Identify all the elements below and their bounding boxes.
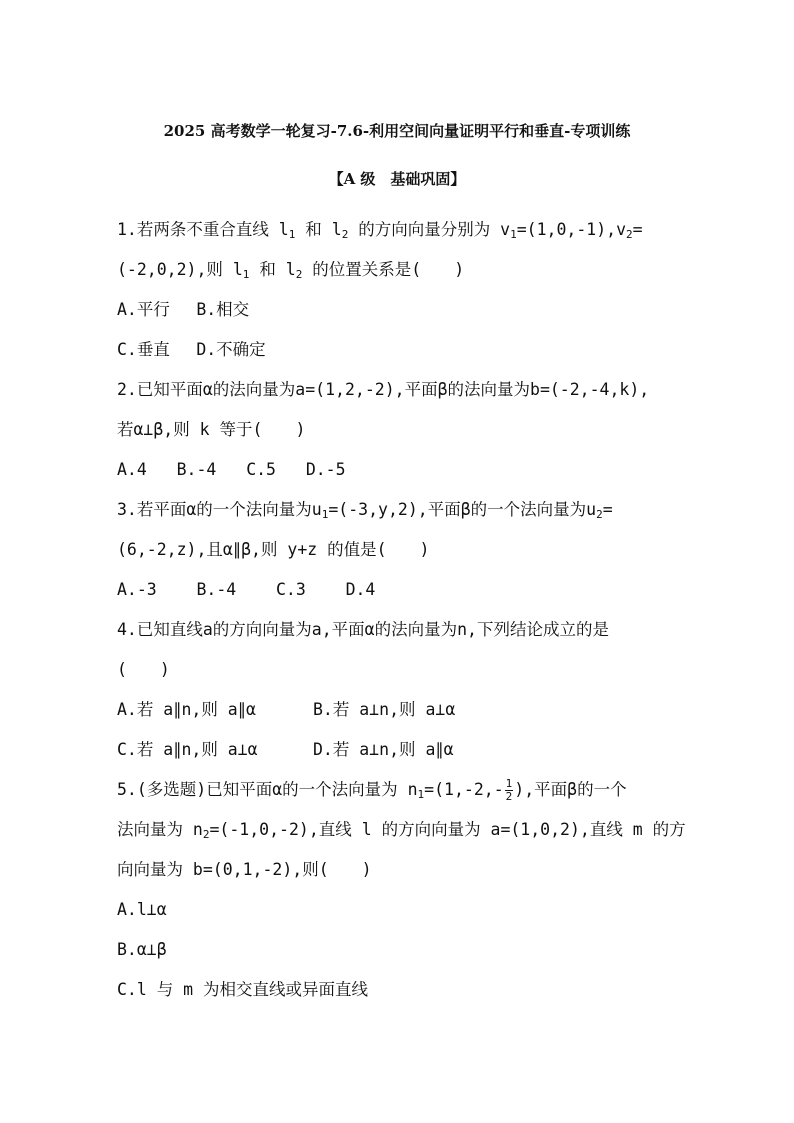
q2-option-d: D.-5	[305, 460, 346, 479]
q1-option-d: D.不确定	[196, 340, 266, 359]
q4-line1: 4.已知直线a的方向向量为a,平面α的法向量为n,下列结论成立的是	[117, 620, 609, 639]
q2-option-c: C.5	[246, 460, 276, 479]
q1-option-a: A.平行	[117, 300, 170, 319]
q3-option-a: A.-3	[117, 580, 157, 599]
q3-options	[117, 570, 682, 610]
fraction-one-half: $\frac{1}{2}$	[505, 777, 513, 803]
page-title: 2025 高考数学一轮复习-7.6-利用空间向量证明平行和垂直-专项训练	[163, 122, 631, 140]
q4-options-cd	[117, 730, 682, 770]
q1-line2: (-2,0,2),则 $l_1$ 和 $l_2$ 的位置关系是( )	[117, 260, 465, 281]
q2-line1: 2.已知平面α的法向量为a=(1,2,-2),平面β的法向量为b=(-2,-4,k),	[117, 380, 650, 399]
q5-option-a: A.l⊥α	[117, 900, 167, 919]
q1-options-cd	[117, 330, 682, 370]
q1-option-b: B.相交	[196, 300, 250, 319]
q3-option-b: B.-4	[196, 580, 237, 599]
q4-options-ab	[117, 690, 682, 730]
q5-line1: 5.(多选题)已知平面α的一个法向量为 $n_1=(1,-2,-$ $\frac{1}{2}$ ),平面β的一个	[117, 777, 627, 803]
q5-option-b: B.α⊥β	[117, 940, 167, 959]
q2-option-a: A.4	[117, 460, 147, 479]
q1-option-c: C.垂直	[117, 340, 170, 359]
q4-option-b: B.若 a⊥n,则 a⊥α	[313, 700, 456, 719]
question-list	[117, 210, 686, 1010]
q4-line2: ( )	[117, 660, 170, 679]
q4-option-a: A.若 a∥n,则 a∥α	[117, 700, 256, 719]
q3-option-d: D.4	[345, 580, 376, 599]
q2-options	[117, 450, 682, 490]
q5-line3: 向向量为 b=(0,1,-2),则( )	[117, 860, 372, 879]
q2-line2: 若α⊥β,则 k 等于( )	[117, 420, 306, 439]
q4-option-c: C.若 a∥n,则 a⊥α	[117, 740, 258, 759]
q3-line2: (6,-2,z),且α∥β,则 y+z 的值是( )	[117, 540, 430, 559]
q5-line2: 法向量为 $n_2=(-1,0,-2)$,直线 l 的方向向量为 a=(1,0,2),直线 m 的方	[117, 820, 686, 841]
q2-option-b: B.-4	[176, 460, 217, 479]
q1-options-ab	[117, 290, 682, 330]
section-level-heading: 【A 级 基础巩固】	[328, 170, 466, 188]
q4-option-d: D.若 a⊥n,则 a∥α	[313, 740, 454, 759]
q3-option-c: C.3	[276, 580, 306, 599]
q1-line1: 1.若两条不重合直线 $l_1$ 和 $l_2$ 的方向向量分别为 $v_1=(1,0,-1),v_2=$	[117, 220, 643, 241]
q3-line1: 3.若平面α的一个法向量为$u_1=(-3,y,2)$,平面β的一个法向量为$u_2=$	[117, 500, 613, 521]
q5-option-c: C.l 与 m 为相交直线或异面直线	[117, 980, 369, 999]
